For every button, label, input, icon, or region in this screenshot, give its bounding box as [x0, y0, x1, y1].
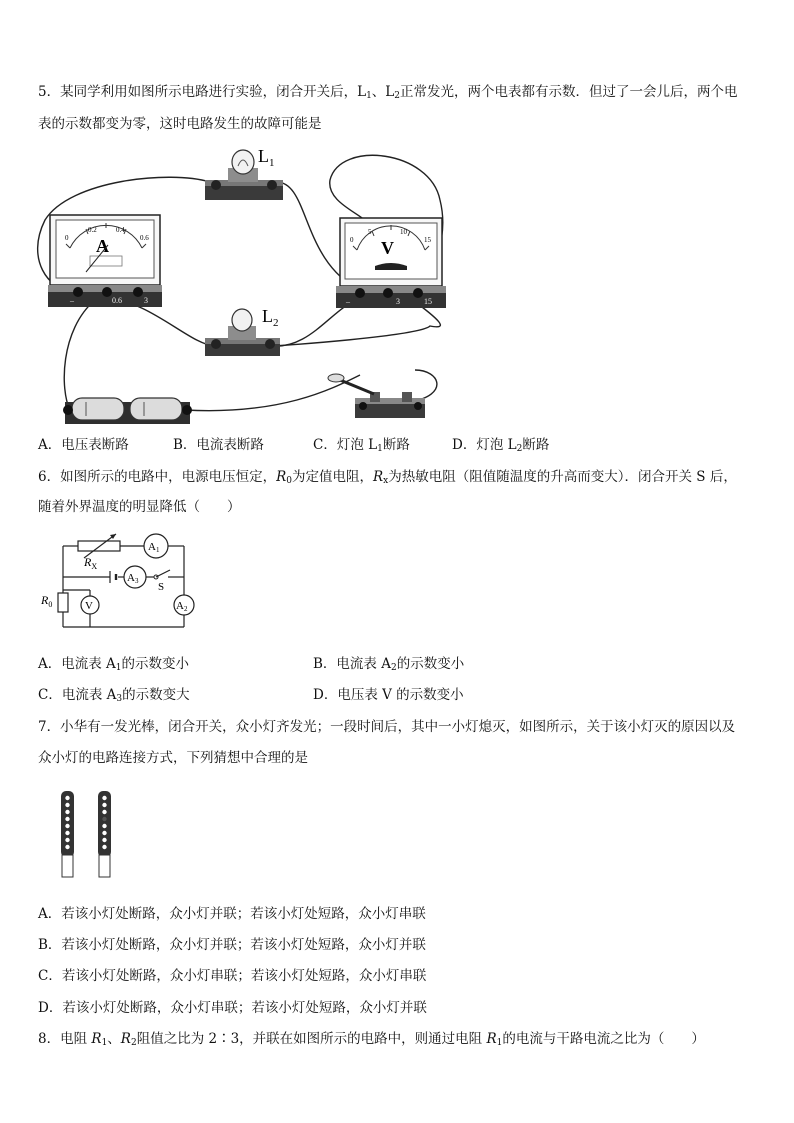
- svg-text:0.4: 0.4: [116, 226, 125, 234]
- q7-stem-line-2: 众小灯的电路连接方式，下列猜想中合理的是: [38, 750, 308, 766]
- voltmeter-v: [81, 596, 99, 614]
- q5-circuit-figure: [30, 140, 470, 430]
- rx-resistor: [78, 534, 120, 571]
- svg-text:3: 3: [144, 296, 148, 305]
- light-stick-after: [98, 791, 111, 877]
- svg-text:0.6: 0.6: [140, 234, 149, 242]
- svg-text:15: 15: [424, 297, 432, 306]
- svg-text:0.6: 0.6: [112, 296, 122, 305]
- svg-text:–: –: [70, 296, 74, 305]
- svg-text:V: V: [85, 600, 93, 612]
- svg-text:5: 5: [368, 228, 372, 236]
- r0-label: $R_0$: [41, 593, 53, 609]
- ammeter: [48, 215, 162, 307]
- bulb-l1: [205, 146, 283, 200]
- light-stick-before: [61, 791, 74, 877]
- svg-text:–: –: [346, 297, 350, 306]
- switch-s: [154, 570, 170, 593]
- svg-text:0.2: 0.2: [88, 226, 97, 234]
- q6-stem-line-1: 6．如图所示的电路中，电源电压恒定，$R_0$为定值电阻，$R_x$为热敏电阻（阻值随温度的升高而变大）．闭合开关 S 后，: [38, 469, 737, 486]
- rx-label: $R_X$: [84, 555, 98, 571]
- knife-switch: [328, 374, 425, 418]
- q7-stem-line-1: 7．小华有一发光棒，闭合开关，众小灯齐发光；一段时间后，其中一小灯熄灭，如图所示，关于该小灯灭的原因以及: [38, 719, 736, 735]
- ammeter-letter: A: [96, 236, 109, 256]
- svg-text:A1: A1: [148, 541, 160, 554]
- q5-stem-line-2: 表的示数都变为零，这时电路发生的故障可能是: [38, 116, 322, 132]
- q6-option-a[interactable]: A．电流表 $A_1$的示数变小: [38, 656, 190, 673]
- q6-option-c[interactable]: C．电流表 $A_3$的示数变大: [38, 687, 190, 704]
- q5-stem-line-1: 5．某同学利用如图所示电路进行实验，闭合开关后，$L_1$、$L_2$正常发光，两个电表都有示数．但过了一会儿后，两个电: [38, 84, 738, 101]
- q5-option-d[interactable]: D．灯泡 $L_2$断路: [452, 437, 550, 454]
- svg-text:10: 10: [400, 228, 407, 236]
- svg-text:15: 15: [424, 236, 431, 244]
- voltmeter: [336, 218, 446, 308]
- ammeter-a1: [144, 534, 168, 558]
- svg-text:3: 3: [396, 297, 400, 306]
- bulb-l2-label: $L_2$: [262, 306, 279, 329]
- q5-option-c[interactable]: C．灯泡 $L_1$断路: [313, 437, 410, 454]
- q7-option-b[interactable]: B．若该小灯处断路，众小灯并联；若该小灯处短路，众小灯并联: [38, 937, 426, 953]
- q5-option-b[interactable]: B．电流表断路: [173, 437, 264, 453]
- bulb-l1-label: $L_1$: [258, 146, 275, 169]
- q7-light-stick-figure: [55, 787, 125, 882]
- battery-pack: [63, 398, 192, 424]
- battery-symbol: [110, 571, 116, 583]
- ammeter-a3: [124, 566, 146, 588]
- svg-text:A2: A2: [176, 600, 188, 613]
- q6-option-b[interactable]: B．电流表 $A_2$的示数变小: [313, 656, 465, 673]
- q7-option-c[interactable]: C．若该小灯处断路，众小灯串联；若该小灯处短路，众小灯串联: [38, 968, 427, 984]
- voltmeter-letter: V: [381, 238, 394, 258]
- q5-option-a[interactable]: A．电压表断路: [38, 437, 129, 453]
- q6-stem-line-2: 随着外界温度的明显降低（ ）: [38, 499, 241, 515]
- q7-option-d[interactable]: D．若该小灯处断路，众小灯串联；若该小灯处短路，众小灯并联: [38, 1000, 427, 1016]
- ammeter-a2: [174, 595, 194, 615]
- svg-text:A3: A3: [127, 572, 139, 585]
- r0-resistor: [40, 593, 68, 612]
- svg-text:S: S: [158, 581, 165, 593]
- q6-option-d[interactable]: D．电压表 V 的示数变小: [313, 687, 464, 703]
- q6-circuit-figure: [38, 530, 203, 635]
- q8-stem-line-1: 8．电阻 $R_1$、$R_2$阻值之比为 2∶3，并联在如图所示的电路中，则通过电阻 $R_1$的电流与干路电流之比为（ ）: [38, 1031, 705, 1048]
- svg-text:0: 0: [65, 234, 69, 242]
- q7-option-a[interactable]: A．若该小灯处断路，众小灯并联；若该小灯处短路，众小灯串联: [38, 906, 426, 922]
- bulb-l2: [205, 306, 280, 356]
- svg-text:0: 0: [350, 236, 354, 244]
